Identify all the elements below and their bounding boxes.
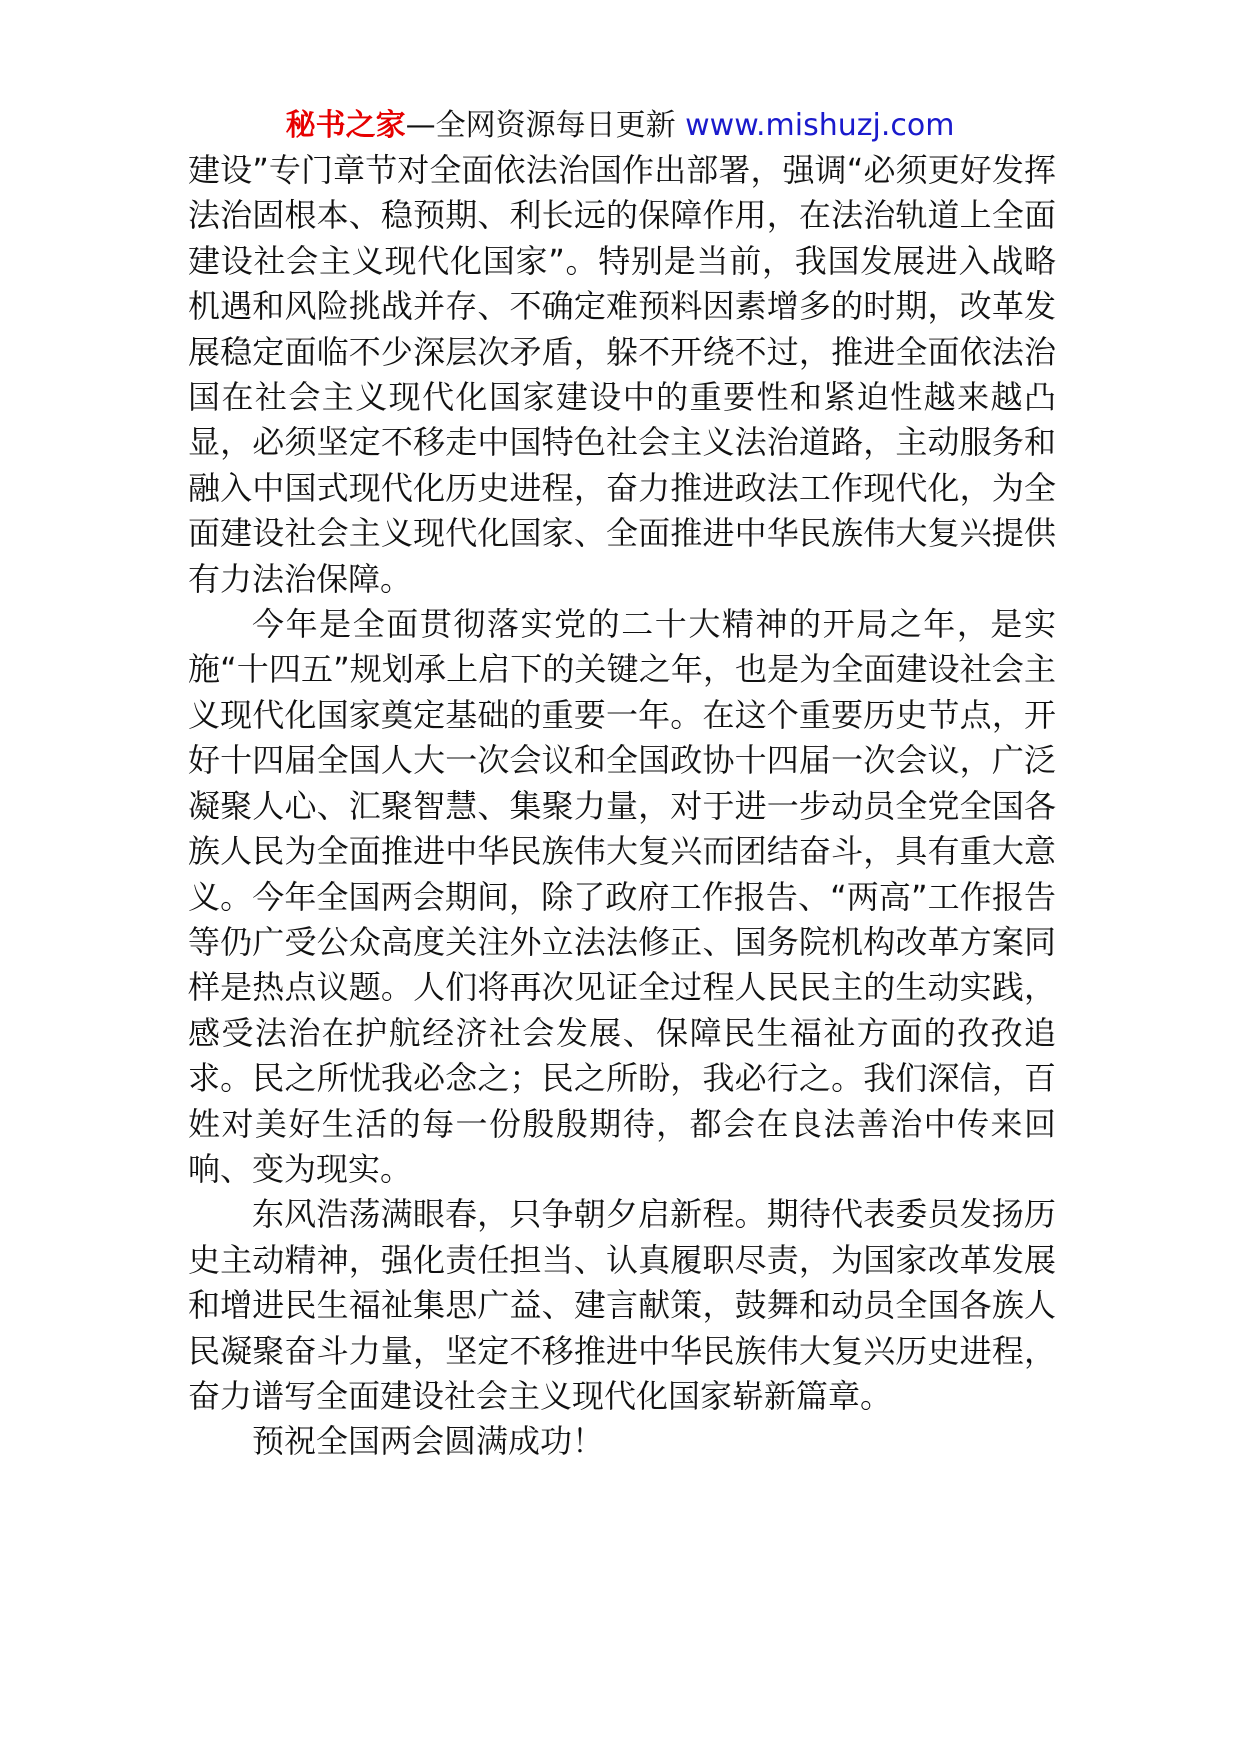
closing-line: 预祝全国两会圆满成功！ — [252, 1422, 605, 1461]
header-brand: 秘书之家 — [285, 108, 406, 143]
page-header — [0, 104, 1240, 148]
paragraph: 今年是全面贯彻落实党的二十大精神的开局之年，是实施“十四五”规划承上启下的关键之年，也是为全面建设社会主义现代化国家奠定基础的重要一年。在这个重要历史节点，开好十四届全国人大一次会议和全国政协十四届一次会议，广泛凝聚人心、汇聚智慧、集聚力量，对于进一步动员全党全国各族人民为全面推进中华民族伟大复兴而团结奋斗，具有重大意义。今年全国两会期间，除了政府工作报告、“两高”工作报告等仍广受公众高度关注外立法法修正、国务院机构改革方案同样是热点议题。人们将再次见证全过程人民民主的生动实践，感受法治在护航经济社会发展、保障民生福祉方面的孜孜追求。民之所忧我必念之；民之所盼，我必行之。我们深信，百姓对美好生活的每一份殷殷期待，都会在良法善治中传来回响、变为现实。 — [188, 605, 1056, 1188]
header-url-link[interactable]: www.mishuzj.com — [685, 108, 955, 143]
header-tagline: —全网资源每日更新 — [405, 108, 676, 143]
paragraph: 东风浩荡满眼春，只争朝夕启新程。期待代表委员发扬历史主动精神，强化责任担当、认真履职尽责，为国家改革发展和增进民生福祉集思广益、建言献策，鼓舞和动员全国各族人民凝聚奋斗力量，坚定不移推进中华民族伟大复兴历史进程，奋力谱写全面建设社会主义现代化国家崭新篇章。 — [188, 1195, 1056, 1415]
document-body — [188, 148, 1056, 1465]
paragraph-continuation: 建设”专门章节对全面依法治国作出部署，强调“必须更好发挥法治固根本、稳预期、利长远的保障作用，在法治轨道上全面建设社会主义现代化国家”。特别是当前，我国发展进入战略机遇和风险挑战并存、不确定难预料因素增多的时期，改革发展稳定面临不少深层次矛盾，躲不开绕不过，推进全面依法治国在社会主义现代化国家建设中的重要性和紧迫性越来越凸显，必须坚定不移走中国特色社会主义法治道路，主动服务和融入中国式现代化历史进程，奋力推进政法工作现代化，为全面建设社会主义现代化国家、全面推进中华民族伟大复兴提供有力法治保障。 — [188, 151, 1056, 598]
